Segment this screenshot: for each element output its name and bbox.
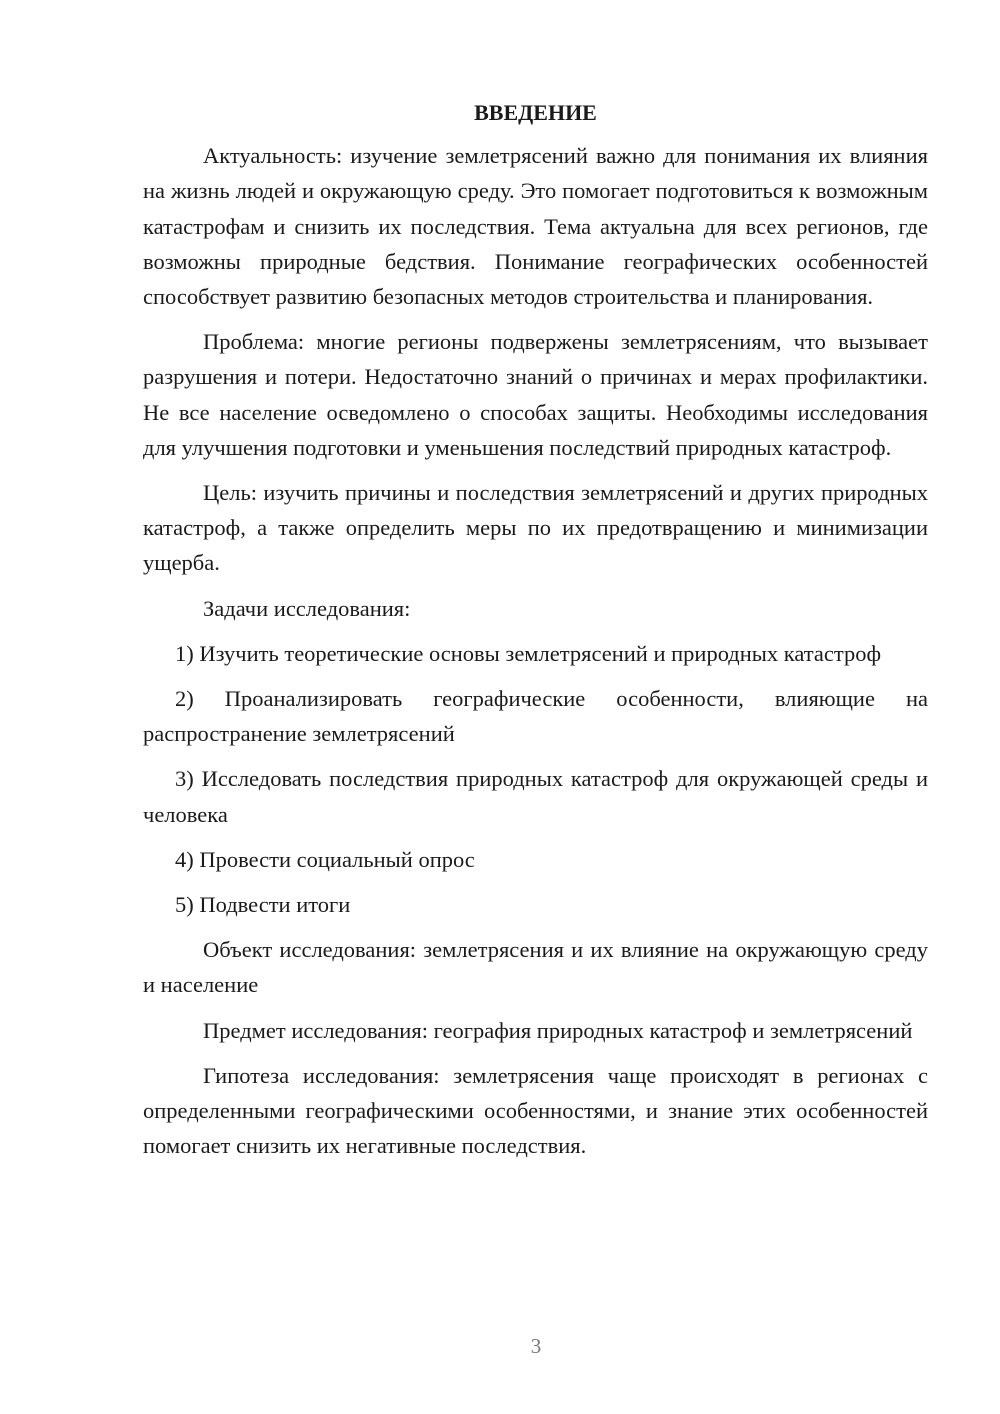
task-item: 3) Исследовать последствия природных катастроф для окружающей среды и человека [143, 766, 928, 827]
relevance-paragraph: Актуальность: изучение землетрясений важно для понимания их влияния на жизнь людей и окружающую среду. Это помогает подготовиться к возможным катастрофам и снизить их последствия. Тема актуальна для всех регионов, где возможны природные бедствия. Понимание географических особенностей способствует развитию безопасных методов строительства и планирования. [143, 143, 928, 310]
task-item: 5) Подвести итоги [175, 892, 351, 918]
goal-paragraph: Цель: изучить причины и последствия землетрясений и других природных катастроф, а также определить меры по их предотвращению и минимизации ущерба. [143, 480, 928, 576]
object-paragraph: Объект исследования: землетрясения и их влияние на окружающую среду и население [143, 937, 928, 998]
tasks-title: Задачи исследования: [203, 595, 411, 621]
document-page [143, 95, 928, 1173]
task-item: 4) Провести социальный опрос [175, 846, 475, 872]
page-number: 3 [530, 1334, 542, 1358]
subject-paragraph: Предмет исследования: география природных катастроф и землетрясений [203, 1017, 913, 1043]
page-title: ВВЕДЕНИЕ [474, 100, 597, 125]
problem-paragraph: Проблема: многие регионы подвержены землетрясениям, что вызывает разрушения и потери. Недостаточно знаний о причинах и мерах профилактики. Не все население осведомлено о способах защиты. Необходимы исследования для улучшения подготовки и уменьшения последствий природных катастроф. [143, 329, 928, 460]
hypothesis-paragraph: Гипотеза исследования: землетрясения чаще происходят в регионах с определенными географическими особенностями, и знание этих особенностей помогает снизить их негативные последствия. [143, 1062, 928, 1159]
task-item: 1) Изучить теоретические основы землетрясений и природных катастроф [175, 640, 882, 666]
task-item: 2) Проанализировать географические особенности, влияющие на распространение землетрясений [143, 686, 928, 747]
